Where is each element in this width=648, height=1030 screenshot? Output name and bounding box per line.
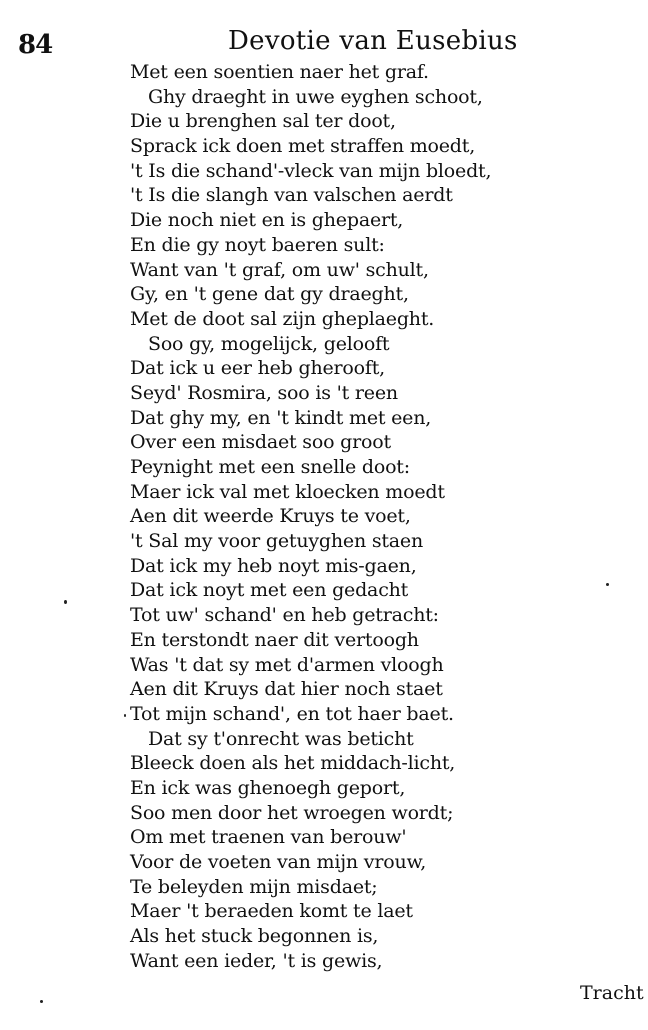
verse-line: Was 't dat sy met d'armen vloogh — [130, 653, 444, 676]
verse-line: Dat sy t'onrecht was beticht — [148, 727, 414, 750]
running-head: Devotie van Eusebius — [228, 26, 518, 56]
verse-line: Te beleyden mijn misdaet; — [130, 875, 378, 898]
verse-line: Over een misdaet soo groot — [130, 431, 391, 454]
verse-line: 't Is die slangh van valschen aerdt — [130, 184, 453, 207]
verse-line: Dat ick my heb noyt mis-gaen, — [130, 554, 417, 577]
verse-line: Sprack ick doen met straffen moedt, — [130, 135, 476, 158]
page-number: 84 — [18, 30, 53, 60]
catchword: Tracht — [580, 982, 644, 1004]
ink-speck — [124, 714, 126, 717]
verse-line: Ghy draeght in uwe eyghen schoot, — [148, 85, 483, 108]
verse-line: Aen dit Kruys dat hier noch staet — [130, 678, 443, 701]
verse-line: Als het stuck begonnen is, — [130, 925, 379, 948]
verse-line: Soo men door het wroegen wordt; — [130, 801, 454, 824]
verse-line: Voor de voeten van mijn vrouw, — [130, 851, 427, 873]
verse-line: En terstondt naer dit vertoogh — [130, 628, 419, 651]
verse-line: Dat ghy my, en 't kindt met een, — [130, 406, 432, 429]
poem-verse — [130, 60, 550, 973]
verse-line: Gy, en 't gene dat gy draeght, — [130, 283, 409, 306]
ink-speck — [606, 583, 609, 586]
verse-line: Maer 't beraeden komt te laet — [130, 900, 413, 923]
verse-line: Die u brenghen sal ter doot, — [130, 110, 396, 133]
verse-line: Want van 't graf, om uw' schult, — [130, 258, 429, 281]
verse-line: En ick was ghenoegh geport, — [130, 776, 406, 799]
verse-line: Om met traenen van berouw' — [130, 826, 407, 849]
verse-line: Met een soentien naer het graf. — [130, 61, 429, 83]
verse-line: 't Sal my voor getuyghen staen — [130, 530, 424, 553]
verse-line: Aen dit weerde Kruys te voet, — [130, 505, 411, 528]
ink-speck — [40, 1000, 43, 1003]
verse-line: Dat ick u eer heb gherooft, — [130, 357, 385, 380]
verse-line: En die gy noyt baeren sult: — [130, 233, 385, 256]
verse-line: Seyd' Rosmira, soo is 't reen — [130, 381, 398, 404]
verse-line: Die noch niet en is ghepaert, — [130, 209, 404, 232]
verse-line: Maer ick val met kloecken moedt — [130, 480, 445, 503]
verse-line: 't Is die schand'-vleck van mijn bloedt, — [130, 159, 492, 182]
verse-line: Met de doot sal zijn gheplaeght. — [130, 307, 435, 330]
verse-line: Want een ieder, 't is gewis, — [130, 949, 383, 972]
verse-line: Tot mijn schand', en tot haer baet. — [130, 702, 454, 725]
verse-line: Dat ick noyt met een gedacht — [130, 579, 409, 602]
verse-line: Tot uw' schand' en heb getracht: — [130, 604, 439, 627]
verse-line: Bleeck doen als het middach-licht, — [130, 752, 456, 775]
verse-line: Peynight met een snelle doot: — [130, 456, 410, 478]
verse-line: Soo gy, mogelijck, gelooft — [148, 332, 390, 355]
ink-speck — [64, 600, 67, 604]
